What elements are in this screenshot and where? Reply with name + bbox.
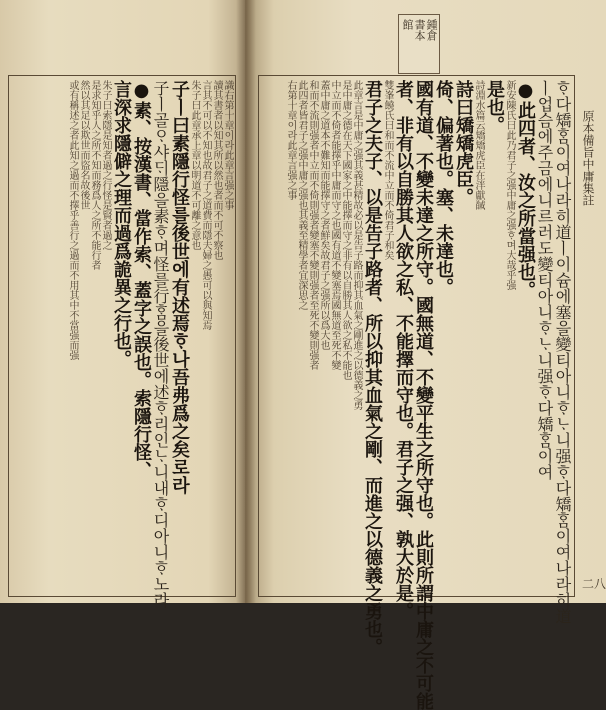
stamp-col-2: 書本 — [413, 19, 426, 41]
right-page-column: 國有道、不變未達之所守。國無道、不變平生之所守也。此則所謂中庸之不可能 — [413, 80, 434, 710]
left-page-column: 讀其書者以知其所以然也者而不可不察也 — [211, 80, 222, 260]
stamp-col-3: 館 — [401, 19, 414, 30]
right-page-column: 詩曰矯矯虎臣。 — [453, 80, 474, 206]
book-title: 原本備旨中庸集註 — [581, 110, 595, 206]
page-number: 二八 — [582, 577, 606, 591]
library-stamp — [398, 14, 440, 74]
left-page-column: 或有稱述之者此知之過而不擇乎善行之過而不用其中不當强而强 — [67, 80, 78, 360]
left-page-column: 是求知乎人之所不知而務爲人之所不能行者 — [89, 80, 100, 270]
right-page-column: 是也。 — [484, 80, 505, 134]
left-page-column: 言深求隱僻之理而過爲詭異之行也。 — [111, 80, 132, 368]
right-page-column: 此四者皆君子之强中庸之强也其義至精學者宜深思之 — [296, 80, 307, 310]
right-page-column: ᄒᆞ다矯ᄒᆞᆷ이여나라히道ㅣ이슘에塞을變티아니ᄒᆞᄂᆞ니强ᄒᆞ다矯ᄒᆞᆷ이여나라히道 — [553, 80, 572, 624]
right-page-column: 右第十章이라此章言强之事 — [285, 80, 296, 200]
right-page-column: ㅣ업슴에주금에니르러도變티아니ᄒᆞᄂᆞ니强ᄒᆞ다矯ᄒᆞᆷ이여 — [535, 80, 554, 480]
right-page-column: 和而不流則强者中立而不倚則强者變塞不變則强者至死不變則强者 — [307, 80, 318, 370]
right-page-column: 雙峯饒氏曰和而不流中立而不倚君子和矣 — [382, 80, 393, 260]
left-page-column: 然以其足以欺世而盜名故後世 — [78, 80, 89, 210]
left-page-column: 朱子曰此章承上章以明道不可離之意也 — [189, 80, 200, 250]
right-page-column: 此章言是中庸之强其義甚精故必以是告子路而抑其血氣之剛進之以德義之勇 — [351, 80, 362, 410]
left-page-column: 言其不可以不知也故君子之道費而隱夫婦之愚可以與知焉 — [200, 80, 211, 330]
right-page-column: 者、非有以自勝其人欲之私、不能擇而守也。君子之强、孰大於是。 — [393, 80, 414, 620]
left-page-column: ●素、按漢書、當作索、蓋字之誤也。索隱行怪、 — [131, 80, 152, 479]
right-page-column: 是中庸之德在天下國家之中能擇而守之非有以自勝其人欲之私不能也 — [340, 80, 351, 380]
right-page-column: ●此四者、汝之所當强也。 — [515, 80, 536, 299]
right-page-column: 君子之夫子、以是告子路者、所以抑其血氣之剛、而進之以德義之勇也。 — [362, 80, 383, 656]
left-page-column: 識右第十章이라此章言强之事 — [222, 80, 233, 210]
left-page-column: 子ㅣ曰素隱行怪를後世에有述焉ᄒᆞ나吾弗爲之矣로라 — [169, 80, 190, 494]
stamp-col-1: 鍾倉 — [425, 19, 438, 41]
page-gutter — [236, 0, 256, 603]
right-page-column: 新安陳氏曰此乃君子之强中庸之强ᄒᆞ며大哉乎强 — [504, 80, 515, 290]
left-page-column: 朱子曰索隱是知者過之行怪是賢者過之 — [100, 80, 111, 250]
right-page-column: 中立而不倚者能擇乎中庸而守之也國有道不變塞焉國無道至死不變 — [329, 80, 340, 370]
left-page-column: 子ㅣ골ᄋᆞ샤ᄃᆡ隱을素ᄒᆞ며怪를行ᄒᆞᆷ을後世에述ᄒᆞ리인ᄂᆞ니내ᄒᆞ디아니ᄒᆞ노라 — [151, 80, 170, 608]
right-page-column: 蓋中庸之道本不難知而能擇守之者鮮矣故君子之强所以爲大也 — [318, 80, 329, 350]
right-page-column: 詩淵水篇云矯矯虎臣在泮獻馘 — [473, 80, 484, 210]
right-page-column: 倚、偏著也。塞、未達也。 — [433, 80, 454, 296]
